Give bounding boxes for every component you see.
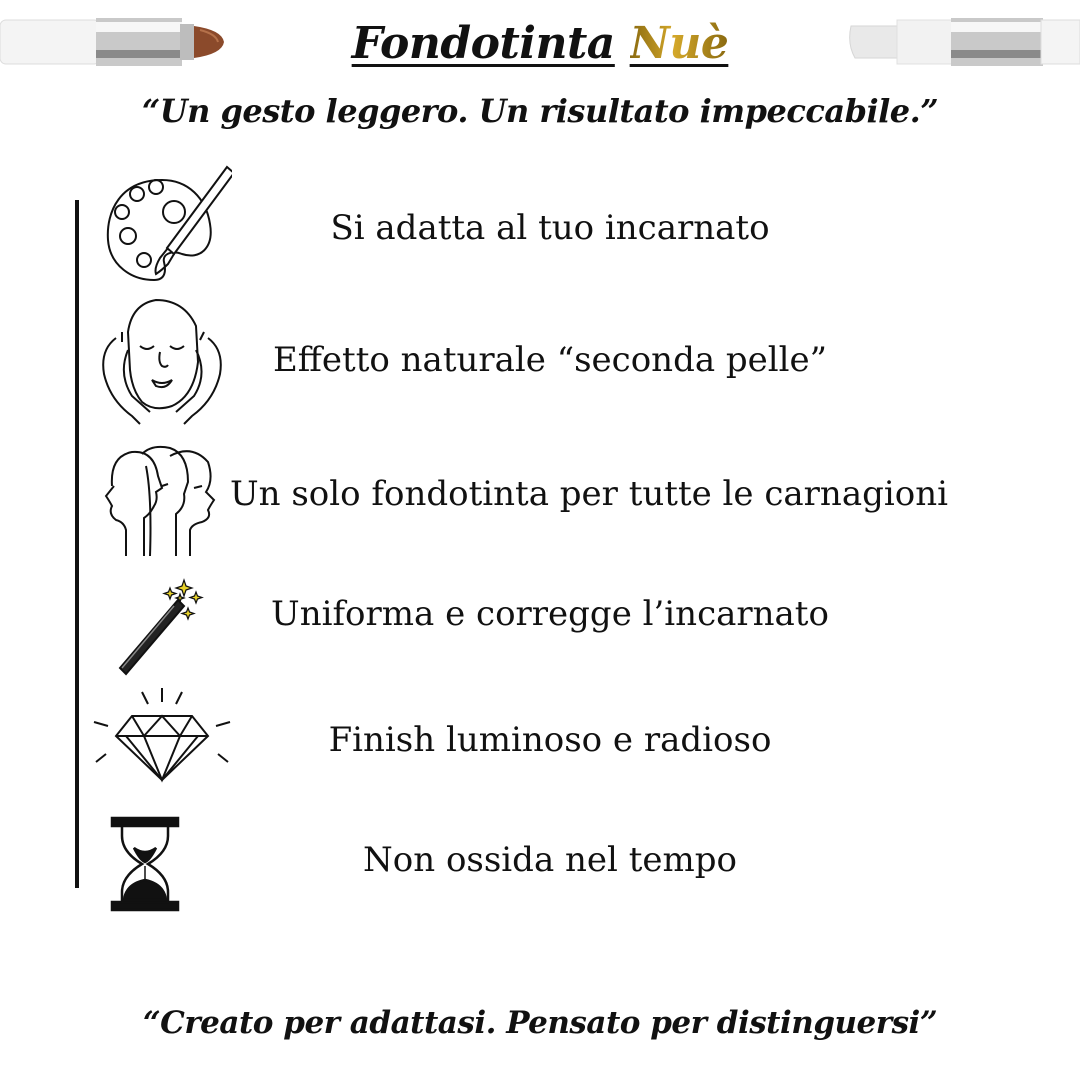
diamond-icon: [92, 686, 232, 826]
feature-label: Effetto naturale “seconda pelle”: [272, 340, 828, 380]
feature-item: [0, 426, 1080, 566]
feature-item: [0, 686, 1080, 826]
feature-item: [0, 812, 1080, 952]
feature-label: Uniforma e corregge l’incarnato: [271, 594, 829, 634]
footer-tagline: “Creato per adattasi. Pensato per distinguersi”: [142, 1005, 938, 1041]
feature-item: [0, 162, 1080, 302]
feature-label: Non ossida nel tempo: [363, 840, 737, 880]
feature-label: Un solo fondotinta per tutte le carnagioni: [230, 474, 948, 514]
paint-palette-icon: [92, 162, 232, 302]
feature-label: Si adatta al tuo incarnato: [330, 208, 770, 248]
feature-item: [0, 292, 1080, 432]
hourglass-icon: [92, 812, 232, 952]
multiple-faces-icon: [92, 426, 232, 566]
feature-label: Finish luminoso e radioso: [328, 720, 772, 760]
title-product-name: Nuè: [629, 18, 729, 69]
header-tagline: “Un gesto leggero. Un risultato impeccabile.”: [141, 92, 939, 130]
page-title: [0, 14, 1080, 74]
title-brand-word: Fondotinta: [351, 18, 615, 69]
face-hands-icon: [92, 292, 232, 432]
